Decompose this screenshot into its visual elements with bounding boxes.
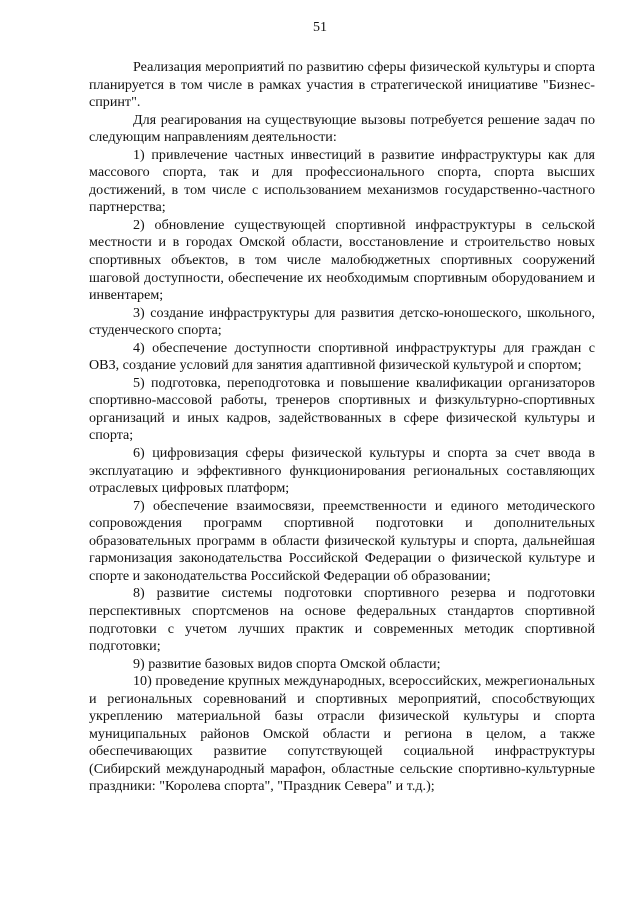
paragraph-intro: Реализация мероприятий по развитию сферы физической культуры и спорта планируется в том числе в рамках участия в стратегической инициативе "Бизнес-спринт". [89, 59, 595, 111]
list-item-9: 9) развитие базовых видов спорта Омской области; [133, 655, 441, 672]
list-item-6: 6) цифровизация сферы физической культуры и спорта за счет ввода в эксплуатацию и эффективного функционирования региональных составляющих отраслевых цифровых платформ; [89, 445, 595, 497]
document-body [89, 59, 595, 796]
list-item-1: 1) привлечение частных инвестиций в развитие инфраструктуры как для массового спорта, так и для профессионального спорта, спорта высших достижений, в том числе с использованием механизмов государственно-частного партнерства; [89, 146, 595, 216]
list-item-10: 10) проведение крупных международных, всероссийских, межрегиональных и региональных соревнований и спортивных мероприятий, способствующих укреплению материальной базы отрасли физической культуры и спорта муниципальных районов Омской области и региона в целом, а также обеспечивающих развитие сопутствующей социальной инфраструктуры (Сибирский международный марафон, областные сельские спортивно-культурные праздники: "Королева спорта", "Праздник Севера" и т.д.); [89, 673, 595, 795]
list-item-2: 2) обновление существующей спортивной инфраструктуры в сельской местности и в городах Омской области, восстановление и строительство новых спортивных объектов, в том числе малобюджетных спортивных сооружений шаговой доступности, обеспечение их необходимым спортивным оборудованием и инвентарем; [89, 216, 595, 304]
list-item-5: 5) подготовка, переподготовка и повышение квалификации организаторов спортивно-массовой работы, тренеров спортивных и физкультурно-спортивных организаций и иных кадров, задействованных в сфере физической культуры и спорта; [89, 374, 595, 444]
paragraph-tasks-intro: Для реагирования на существующие вызовы потребуется решение задач по следующим направлениям деятельности: [89, 111, 595, 146]
page-number: 51 [313, 20, 327, 35]
list-item-3: 3) создание инфраструктуры для развития детско-юношеского, школьного, студенческого спорта; [89, 304, 595, 339]
list-item-8: 8) развитие системы подготовки спортивного резерва и подготовки перспективных спортсменов на основе федеральных стандартов спортивной подготовки с учетом лучших практик и современных методик спортивной подготовки; [89, 585, 595, 655]
list-item-4: 4) обеспечение доступности спортивной инфраструктуры для граждан с ОВЗ, создание условий для занятия адаптивной физической культурой и спортом; [89, 339, 595, 374]
list-item-7: 7) обеспечение взаимосвязи, преемственности и единого методического сопровождения программ спортивной подготовки и дополнительных образовательных программ в области физической культуры и спорта, дальнейшая гармонизация законодательства Российской Федерации о физической культуре и спорте и законодательства Российской Федерации об образовании; [89, 497, 595, 584]
